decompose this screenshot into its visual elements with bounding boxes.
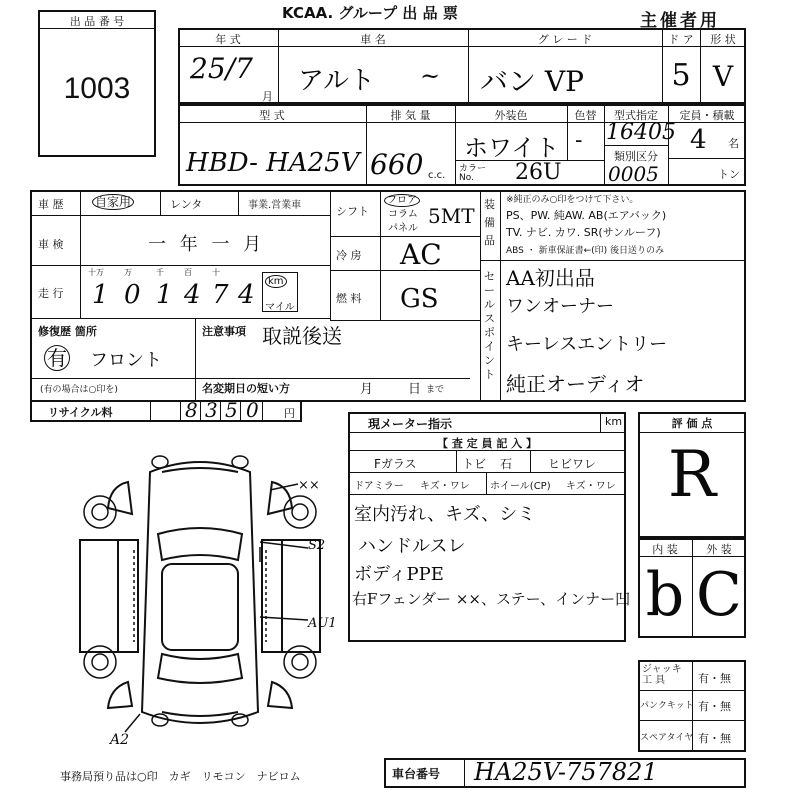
name-change-day: 日 — [408, 382, 422, 397]
history-business[interactable]: 事業.営業車 — [248, 200, 302, 211]
mileage-unit-3: 千 — [156, 268, 164, 277]
car-name-value: アルト — [298, 66, 375, 96]
glass-label: Fガラス — [374, 457, 417, 471]
shift-floor[interactable]: フロア — [384, 191, 420, 206]
shift-panel[interactable]: パネル — [388, 223, 418, 234]
equipment-line2: TV. ナビ. カワ. SR(サンルーフ) — [506, 226, 661, 239]
mileage-unit-5: 十 — [212, 268, 220, 277]
repair-note: (有の場合は○印を) — [40, 385, 118, 395]
grade-label: グ レ ー ド — [537, 33, 593, 46]
history-private[interactable]: 自家用 — [92, 193, 134, 210]
spare-label: スペアタイヤ — [640, 733, 694, 743]
exterior-label: 外 装 — [706, 543, 732, 556]
sales-point-4: 純正オーディオ — [506, 372, 645, 396]
sales-point-2: ワンオーナー — [506, 296, 614, 317]
model-spec-value: 16405 — [606, 120, 676, 145]
interior-label: 内 装 — [652, 543, 678, 556]
rating-label: 評 価 点 — [671, 417, 713, 430]
exterior-color-value: ホワイト — [464, 134, 560, 162]
puncture-options[interactable]: 有・無 — [698, 700, 731, 713]
year-label: 年 式 — [215, 33, 241, 46]
name-change-month: 月 — [360, 382, 374, 397]
repair-value: フロント — [90, 350, 162, 371]
inspector-line-3: ボディPPE — [354, 564, 444, 585]
model-label: 型 式 — [259, 109, 285, 122]
recycle-digit-2: 3 — [205, 398, 218, 422]
color-no-label: カラーNo. — [459, 164, 487, 183]
jack-options[interactable]: 有・無 — [698, 672, 731, 685]
repair-mark: 有 — [44, 342, 70, 371]
rating-value: R — [667, 438, 717, 512]
mirror-label: ドアミラー — [354, 481, 404, 492]
mileage-digit-1: 1 — [92, 280, 109, 310]
notes-value: 取説後送 — [262, 324, 342, 348]
ac-label: 冷 房 — [336, 249, 362, 262]
sales-point-3: キーレスエントリー — [506, 334, 668, 355]
puncture-label: パンクキット — [640, 701, 694, 711]
category-label: 類別区分 — [614, 150, 658, 163]
repair-label: 修復歴 箇所 — [38, 325, 97, 338]
shape-value: V — [712, 60, 734, 93]
car-diagram — [70, 442, 330, 742]
lot-number: 1003 — [63, 72, 131, 105]
doors-value: 5 — [671, 58, 691, 93]
recycle-digit-1: 8 — [185, 398, 198, 422]
recycle-label: リサイクル料 — [48, 406, 113, 419]
glass-stone[interactable]: 石 — [500, 457, 513, 471]
diagram-mark-4: A2 — [110, 732, 130, 748]
exterior-value: C — [696, 560, 742, 630]
history-label: 車 歴 — [38, 198, 64, 211]
form-title: KCAA. グループ 出 品 票 — [282, 4, 458, 22]
organizer-label: 主催者用 — [640, 11, 720, 31]
shape-label: 形 状 — [710, 33, 736, 46]
equipment-note: ※純正のみ○印をつけて下さい。 — [506, 195, 639, 205]
shift-column[interactable]: コラム — [388, 209, 418, 220]
diagram-mark-2: S2 — [308, 538, 326, 553]
capacity-value: 4 — [690, 125, 707, 155]
inspector-label: 【 査 定 員 記 入 】 — [437, 437, 537, 450]
meter-km: km — [605, 415, 623, 428]
mileage-digit-3: 1 — [156, 280, 173, 310]
glass-tobi[interactable]: トビ — [462, 457, 487, 471]
equipment-label: 装備品 — [484, 198, 495, 247]
jack-label: ジャッキ工 具 — [642, 664, 682, 686]
glass-crack[interactable]: ヒビワレ — [548, 457, 597, 471]
diagram-mark-1: ×× — [298, 478, 320, 493]
wheel-options[interactable]: キズ・ワレ — [566, 481, 616, 492]
displacement-label: 排 気 量 — [390, 109, 431, 122]
meter-label: 現メーター指示 — [368, 417, 453, 431]
mileage-digit-6: 4 — [238, 280, 255, 310]
inspector-line-1: 室内汚れ、キズ、シミ — [354, 504, 536, 525]
ac-value: AC — [400, 238, 442, 271]
equipment-line1: PS、PW. 純AW. AB(エアバック) — [506, 209, 667, 222]
diagram-mark-3: AU1 — [308, 616, 337, 631]
grade-value: バン VP — [480, 65, 584, 98]
inspector-line-4: 右Fフェンダー ××、ステー、インナー凹 — [352, 590, 631, 608]
color-change-dash: - — [575, 128, 583, 153]
sales-point-label: セールスポイント — [484, 270, 495, 381]
inspector-line-2: ハンドルスレ — [358, 536, 466, 557]
sales-point-1: AA初出品 — [506, 266, 595, 290]
interior-value: b — [645, 560, 685, 630]
color-no-value: 26U — [515, 160, 562, 185]
equipment-line3: ABS ・ 新車保証書←(印) 後日送りのみ — [506, 246, 665, 256]
history-rental[interactable]: レンタ — [170, 198, 203, 211]
inspection-value: 一 年 一 月 — [148, 234, 266, 255]
displacement-value: 660 — [370, 148, 424, 181]
shift-value: 5MT — [428, 204, 475, 228]
cc-unit: c.c. — [428, 170, 446, 181]
mileage-unit-4: 百 — [184, 268, 192, 277]
month-unit: 月 — [262, 90, 273, 103]
chassis-label: 車台番号 — [392, 767, 441, 781]
mileage-unit-2: 万 — [124, 268, 132, 277]
mileage-unit-1: 十万 — [88, 268, 104, 277]
exterior-color-label: 外装色 — [494, 109, 528, 122]
shift-label: シフト — [336, 205, 369, 218]
recycle-digit-4: 0 — [246, 398, 259, 422]
recycle-unit: 円 — [284, 407, 295, 420]
model-spec-label: 型式指定 — [614, 109, 658, 122]
wheel-label: ホイール(CP) — [490, 481, 551, 492]
inspection-label: 車 検 — [38, 238, 64, 251]
dash-mark: ~ — [420, 62, 441, 90]
mileage-label: 走 行 — [38, 287, 64, 300]
capacity-unit: 名 — [728, 137, 739, 150]
notes-label: 注意事項 — [202, 325, 246, 338]
mileage-digit-4: 4 — [184, 280, 201, 310]
category-value: 0005 — [608, 162, 659, 186]
spare-options[interactable]: 有・無 — [698, 732, 731, 745]
car-name-label: 車 名 — [360, 33, 386, 46]
color-change-label: 色替 — [574, 109, 597, 122]
km-label: km — [265, 276, 287, 287]
office-note: 事務局預り品は○印 カギ リモコン ナビロム — [60, 770, 301, 783]
name-change-until: まで — [426, 385, 445, 395]
mileage-digit-2: 0 — [124, 280, 141, 310]
recycle-digit-3: 5 — [225, 398, 238, 422]
model-value: HBD- HA25V — [186, 148, 360, 178]
mileage-digit-5: 7 — [212, 280, 229, 310]
chassis-value: HA25V-757821 — [474, 758, 658, 786]
doors-label: ド ア — [668, 33, 694, 46]
mirror-options[interactable]: キズ・ワレ — [420, 481, 470, 492]
capacity-label: 定員・積載 — [679, 109, 735, 122]
year-value: 25/7 — [190, 52, 253, 85]
name-change-label: 名変期日の短い方 — [202, 382, 290, 395]
mile-label: マイル — [265, 302, 295, 313]
load-unit: トン — [718, 168, 740, 181]
lot-number-label: 出 品 番 号 — [69, 15, 125, 28]
fuel-label: 燃 料 — [336, 292, 362, 305]
fuel-value: GS — [400, 284, 439, 314]
